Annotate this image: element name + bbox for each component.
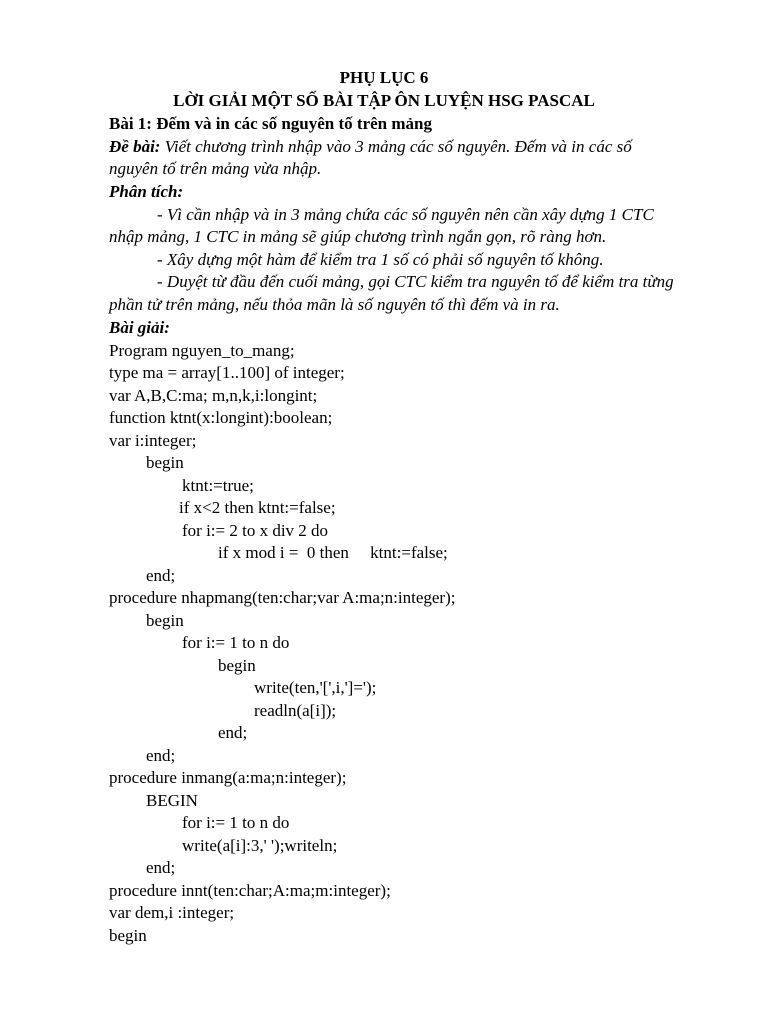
analysis-line: - Vì cần nhập và in 3 mảng chứa các số nguyên nên cần xây dựng 1 CTC (157, 205, 654, 224)
code-line: type ma = array[1..100] of integer; (109, 363, 345, 382)
code-line: ktnt:=true; (182, 476, 254, 495)
code-line: begin (109, 926, 147, 945)
analysis-label: Phân tích: (109, 182, 184, 201)
code-line: procedure nhapmang(ten:char;var A:ma;n:integer); (109, 588, 456, 607)
appendix-heading: PHỤ LỤC 6 (339, 68, 429, 87)
problem-text: Viết chương trình nhập vào 3 mảng các số nguyên. Đếm và in các số (160, 137, 632, 156)
code-line: end; (146, 746, 176, 765)
document-title: LỜI GIẢI MỘT SỐ BÀI TẬP ÔN LUYỆN HSG PASCAL (173, 91, 595, 110)
solution-label: Bài giải: (109, 318, 170, 337)
code-line: var dem,i :integer; (109, 903, 235, 922)
code-line: begin (146, 453, 184, 472)
problem-statement-line-2: nguyên tố trên mảng vừa nhập. (109, 159, 322, 178)
code-line: end; (218, 723, 248, 742)
code-line: procedure innt(ten:char;A:ma;m:integer); (109, 881, 391, 900)
code-line: for i:= 1 to n do (182, 813, 290, 832)
code-line: var A,B,C:ma; m,n,k,i:longint; (109, 386, 318, 405)
analysis-line: phần tử trên mảng, nếu thỏa mãn là số nguyên tố thì đếm và in ra. (109, 295, 560, 314)
analysis-line: - Xây dựng một hàm để kiểm tra 1 số có phải số nguyên tố không. (157, 250, 604, 269)
code-line: BEGIN (146, 791, 198, 810)
code-line: begin (218, 656, 256, 675)
code-line: function ktnt(x:longint):boolean; (109, 408, 333, 427)
problem-label: Đề bài: (109, 137, 161, 156)
code-line: for i:= 1 to n do (182, 633, 290, 652)
code-line: end; (146, 566, 176, 585)
code-line: write(a[i]:3,' ');writeln; (182, 836, 338, 855)
code-line: for i:= 2 to x div 2 do (182, 521, 329, 540)
code-line: if x<2 then ktnt:=false; (179, 498, 336, 517)
code-line: begin (146, 611, 184, 630)
analysis-line: - Duyệt từ đầu đến cuối mảng, gọi CTC kiểm tra nguyên tố để kiểm tra từng (157, 272, 674, 291)
problem-statement-line-1 (109, 136, 632, 158)
code-line: write(ten,'[',i,']='); (254, 678, 377, 697)
analysis-line: nhập mảng, 1 CTC in mảng sẽ giúp chương trình ngắn gọn, rõ ràng hơn. (109, 227, 607, 246)
code-line: if x mod i = 0 then ktnt:=false; (218, 543, 448, 562)
code-line: procedure inmang(a:ma;n:integer); (109, 768, 347, 787)
code-line: var i:integer; (109, 431, 197, 450)
code-line: readln(a[i]); (254, 701, 337, 720)
code-line: end; (146, 858, 176, 877)
code-line: Program nguyen_to_mang; (109, 341, 295, 360)
exercise-title: Bài 1: Đếm và in các số nguyên tố trên mảng (109, 114, 432, 133)
